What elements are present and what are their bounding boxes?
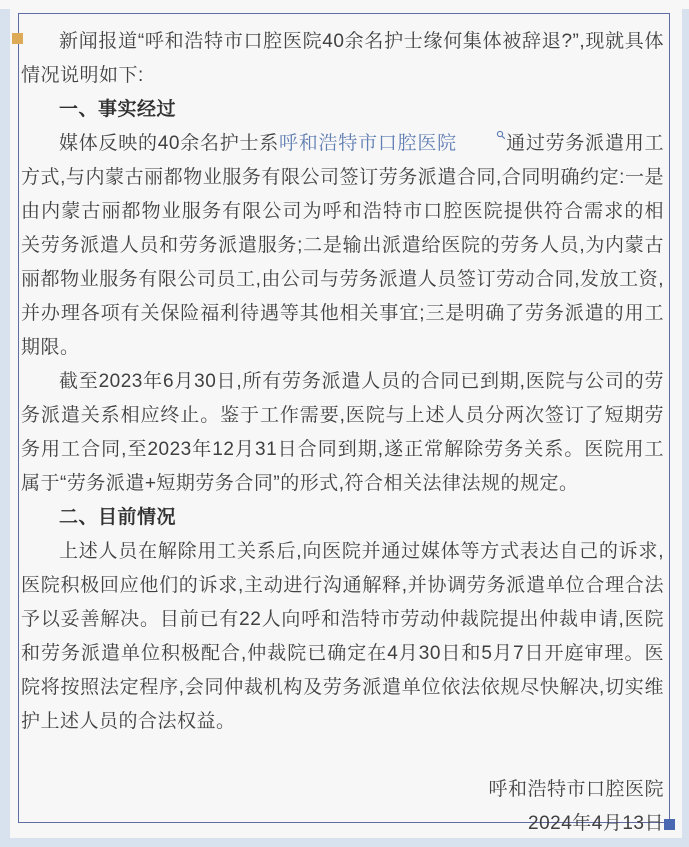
section2-heading: 二、目前情况 [59, 507, 177, 528]
intro-paragraph: 新闻报道“呼和浩特市口腔医院40余名护士缘何集体被辞退?”,现就具体情况说明如下: [21, 31, 664, 86]
viewport-edge-left [0, 9, 10, 847]
blank-line-spacer [21, 739, 664, 773]
baike-search-icon [458, 130, 506, 140]
section2-paragraph1: 上述人员在解除用工关系后,向医院并通过媒体等方式表达自己的诉求,医院积极回应他们的诉求,主动进行沟通解释,并协调劳务派遣单位合理合法予以妥善解决。目前已有22人向呼和浩特市劳动仲裁院提出仲裁申请,医院和劳务派遣单位积极配合,仲裁院已确定在4月30日和5月7日开庭审理。医院将按照法定程序,会同仲裁机构及劳务派遣单位依法依规尽快解决,切实维护上述人员的合法权益。 [21, 541, 664, 732]
date-text: 2024年4月13日 [528, 813, 664, 834]
hospital-link-text: 呼和浩特市口腔医院 [279, 133, 457, 154]
section1-paragraph1 [21, 127, 664, 365]
section1-heading: 一、事实经过 [59, 99, 177, 120]
selection-end-handle[interactable] [664, 819, 675, 830]
s1p1-text-after-link: 通过劳务派遣用工方式,与内蒙古丽都物业服务有限公司签订劳务派遣合同,合同明确约定:一是由内蒙古丽都物业服务有限公司为呼和浩特市口腔医院提供符合需求的相关劳务派遣人员和劳务派遣服务;二是输出派遣给医院的劳务人员,为内蒙古丽都物业服务有限公司员工,由公司与劳务派遣人员签订劳动合同,发放工资,并办理各项有关保险福利待遇等其他相关事宜;三是明确了劳务派遣的用工期限。 [21, 133, 664, 358]
statement-text-frame [18, 13, 670, 834]
section1-paragraph2: 截至2023年6月30日,所有劳务派遣人员的合同已到期,医院与公司的劳务派遣关系相应终止。鉴于工作需要,医院与上述人员分两次签订了短期劳务用工合同,至2023年12月31日合同到期,遂正常解除劳务关系。医院用工属于“劳务派遣+短期劳务合同”的形式,符合相关法律法规的规定。 [21, 371, 664, 494]
signature-line: 呼和浩特市口腔医院 [488, 779, 664, 800]
viewport-edge-right [682, 9, 689, 847]
selection-start-handle[interactable] [12, 33, 23, 44]
date-line [21, 807, 664, 841]
hospital-entity-link[interactable] [279, 133, 506, 154]
s1p1-text-before-link: 媒体反映的40余名护士系 [59, 133, 280, 154]
